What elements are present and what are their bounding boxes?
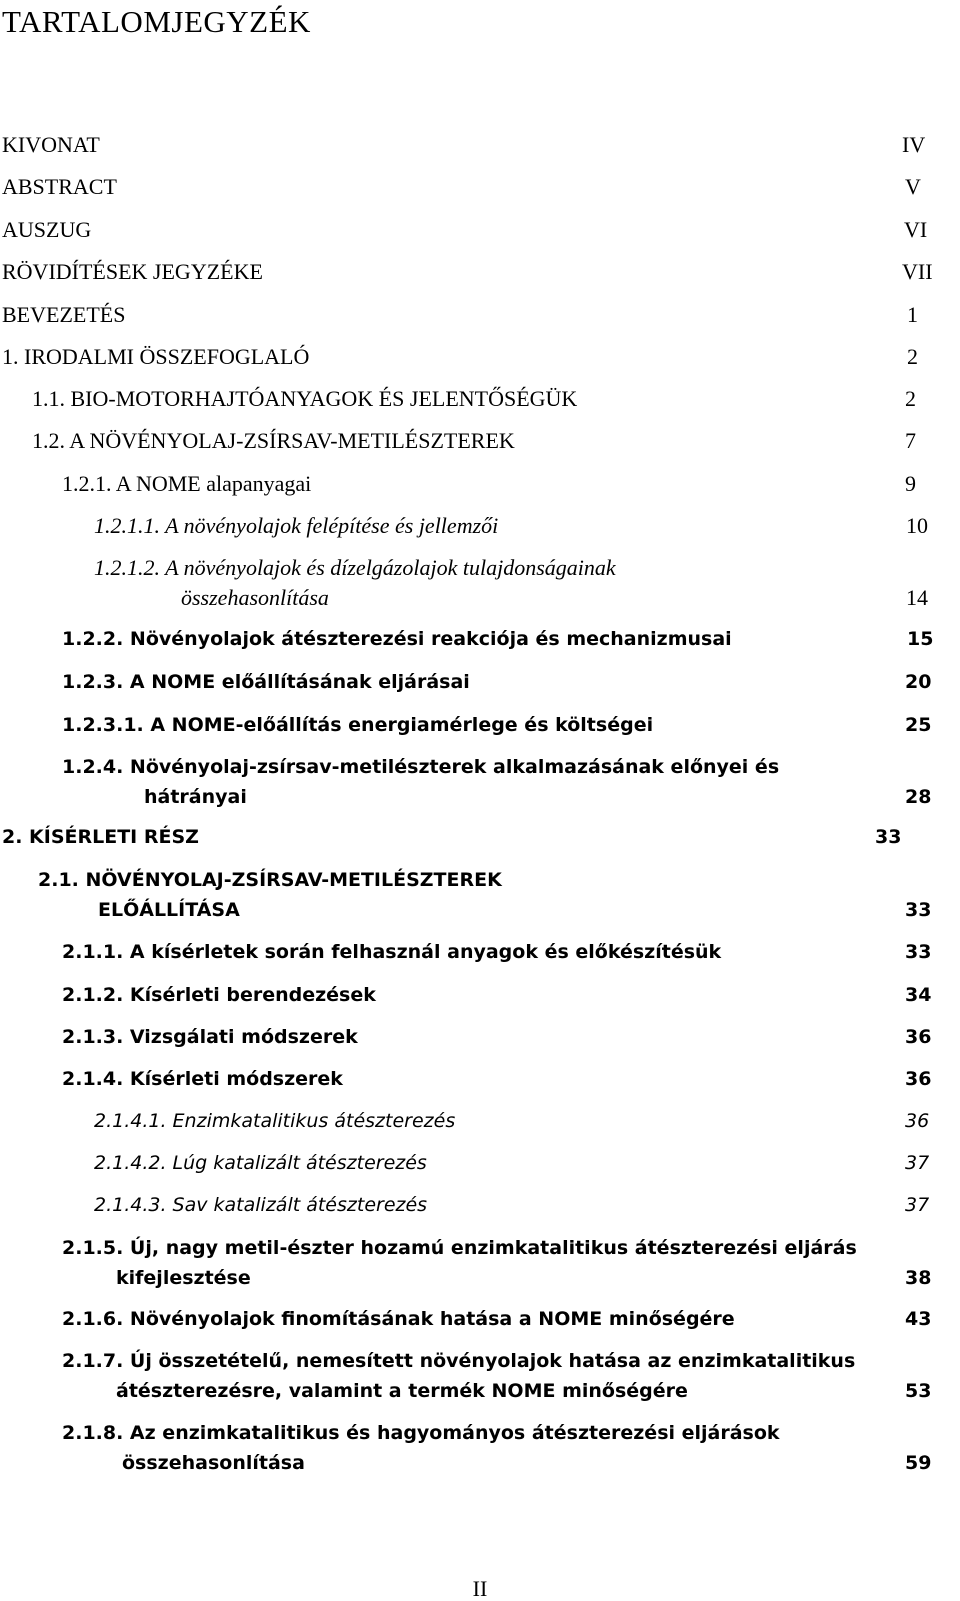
toc-entry-text: 1.2. A NÖVÉNYOLAJ-ZSÍRSAV-METILÉSZTEREK xyxy=(32,428,515,453)
toc-entry-text: 1.2.4. Növényolaj-zsírsav-metilészterek alkalmazásának előnyei és xyxy=(62,756,780,778)
toc-entry-text: 2.1.2. Kísérleti berendezések xyxy=(62,984,376,1006)
toc-entry-page: 53 xyxy=(905,1380,932,1402)
toc-entry-page: 20 xyxy=(905,671,932,693)
toc-entry-text: AUSZUG xyxy=(2,217,92,242)
toc-entry-text: 1.2.3.1. A NOME-előállítás energiamérlege és költségei xyxy=(62,714,654,736)
toc-entry-text: 1.2.2. Növényolajok átészterezési reakciója és mechanizmusai xyxy=(62,628,732,650)
toc-entry-text: BEVEZETÉS xyxy=(2,302,126,327)
toc-entry-page: 34 xyxy=(905,984,932,1006)
toc-entry-text: 2.1.4.1. Enzimkatalitikus átészterezés xyxy=(94,1110,456,1132)
toc-entry-page: 10 xyxy=(906,513,928,538)
toc-entry-page: 1 xyxy=(907,302,918,327)
toc-entry-text: 2.1.5. Új, nagy metil-észter hozamú enzimkatalitikus átészterezési eljárás xyxy=(62,1237,857,1259)
toc-entry-text: ABSTRACT xyxy=(2,174,117,199)
toc-entry-page: 36 xyxy=(905,1068,932,1090)
toc-entry-page: 33 xyxy=(875,826,902,848)
toc-entry-page: 33 xyxy=(905,899,932,921)
toc-entry-text: 2.1.8. Az enzimkatalitikus és hagyományos átészterezési eljárások xyxy=(62,1422,780,1444)
toc-entry-page: 9 xyxy=(905,471,916,496)
toc-entry-page: 25 xyxy=(905,714,932,736)
toc-entry-text: 2.1.4. Kísérleti módszerek xyxy=(62,1068,343,1090)
toc-entry-text: 2.1.7. Új összetételű, nemesített növényolajok hatása az enzimkatalitikus xyxy=(62,1350,856,1372)
toc-entry-text: RÖVIDÍTÉSEK JEGYZÉKE xyxy=(2,259,263,284)
toc-entry-page: VII xyxy=(902,259,933,284)
toc-entry-page: 37 xyxy=(905,1152,930,1174)
toc-entry-text-continued: ELŐÁLLÍTÁSA xyxy=(98,899,240,921)
toc-entry-text: 2.1.4.2. Lúg katalizált átészterezés xyxy=(94,1152,427,1174)
toc-entry-page: IV xyxy=(902,132,926,157)
toc-entry-text-continued: összehasonlítása xyxy=(181,585,329,610)
toc-entry-text: 2.1. NÖVÉNYOLAJ-ZSÍRSAV-METILÉSZTEREK xyxy=(38,869,502,891)
toc-entry-page: VI xyxy=(904,217,928,242)
toc-entry-text-continued: hátrányai xyxy=(144,786,247,808)
page-number: II xyxy=(472,1576,488,1601)
toc-entry-text-continued: összehasonlítása xyxy=(122,1452,305,1474)
toc-entry-text: KIVONAT xyxy=(2,132,100,157)
toc-entry-text: 2. KÍSÉRLETI RÉSZ xyxy=(2,826,199,848)
toc-entry-page: 15 xyxy=(907,628,934,650)
toc-entry-page: 36 xyxy=(905,1026,932,1048)
toc-entry-page: 33 xyxy=(905,941,932,963)
toc-entry-text: 2.1.4.3. Sav katalizált átészterezés xyxy=(94,1194,428,1216)
toc-entry-page: 36 xyxy=(905,1110,930,1132)
toc-entry-page: 7 xyxy=(905,428,916,453)
toc-entry-text: 2.1.1. A kísérletek során felhasznál anyagok és előkészítésük xyxy=(62,941,722,963)
toc-entry-page: 59 xyxy=(905,1452,932,1474)
toc-entry-page: 2 xyxy=(905,386,916,411)
toc-entry-text: 1.2.1. A NOME alapanyagai xyxy=(62,471,312,496)
toc-entry-text: 2.1.3. Vizsgálati módszerek xyxy=(62,1026,358,1048)
toc-entry-text: 1.1. BIO-MOTORHAJTÓANYAGOK ÉS JELENTŐSÉGÜK xyxy=(32,386,578,411)
toc-entry-text: 1. IRODALMI ÖSSZEFOGLALÓ xyxy=(2,344,310,369)
toc-entry-page: 38 xyxy=(905,1267,932,1289)
toc-entry-text: 1.2.1.2. A növényolajok és dízelgázolajok tulajdonságainak xyxy=(94,555,616,580)
toc-entry-text: 2.1.6. Növényolajok finomításának hatása a NOME minőségére xyxy=(62,1308,735,1330)
toc-entry-text: 1.2.3. A NOME előállításának eljárásai xyxy=(62,671,470,693)
page-title: TARTALOMJEGYZÉK xyxy=(2,4,311,39)
toc-entry-page: V xyxy=(905,174,921,199)
toc-entry-page: 37 xyxy=(905,1194,930,1216)
toc-entry-page: 14 xyxy=(906,585,928,610)
toc-entry-text-continued: kifejlesztése xyxy=(116,1267,251,1289)
toc-entry-page: 43 xyxy=(905,1308,932,1330)
toc-entry-page: 2 xyxy=(907,344,918,369)
toc-entry-text-continued: átészterezésre, valamint a termék NOME minőségére xyxy=(116,1380,688,1402)
toc-entry-page: 28 xyxy=(905,786,932,808)
toc-entry-text: 1.2.1.1. A növényolajok felépítése és jellemzői xyxy=(94,513,499,538)
